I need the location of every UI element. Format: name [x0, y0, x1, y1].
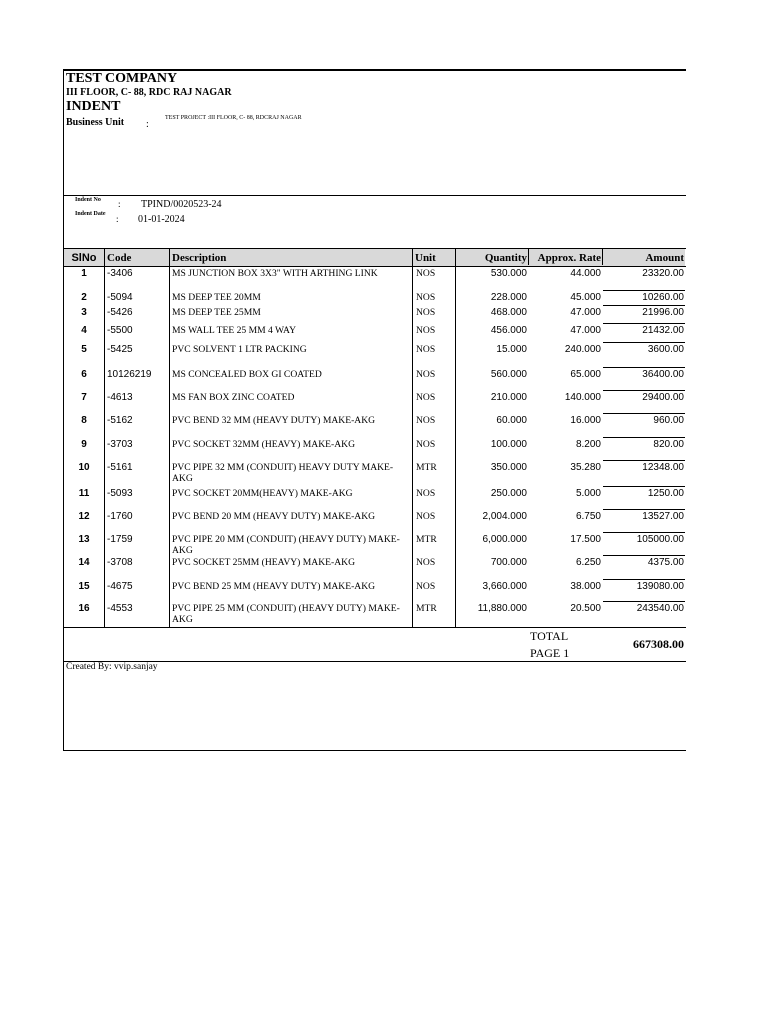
header-amount: Amount	[645, 252, 684, 264]
row-rate: 65.000	[570, 369, 601, 380]
row-amount: 10260.00	[642, 292, 684, 303]
row-amount: 29400.00	[642, 392, 684, 403]
row-slno: 10	[78, 462, 90, 473]
row-slno: 16	[78, 603, 90, 614]
indent-date-sep: :	[116, 214, 119, 224]
row-unit: NOS	[416, 415, 436, 426]
row-unit: NOS	[416, 325, 436, 336]
row-unit: NOS	[416, 344, 436, 355]
row-description: PVC BEND 25 MM (HEAVY DUTY) MAKE-AKG	[172, 581, 376, 592]
row-amount: 12348.00	[642, 462, 684, 473]
amount-cell-border	[603, 509, 685, 510]
row-code: -3406	[107, 268, 133, 279]
row-amount: 23320.00	[642, 268, 684, 279]
row-quantity: 210.000	[490, 392, 527, 403]
row-quantity: 11,880.000	[477, 603, 527, 614]
row-description: PVC BEND 20 MM (HEAVY DUTY) MAKE-AKG	[172, 511, 376, 522]
row-unit: NOS	[416, 439, 436, 450]
row-slno: 11	[78, 488, 90, 499]
row-unit: NOS	[416, 488, 436, 499]
amount-cell-border	[603, 579, 685, 580]
row-rate: 140.000	[564, 392, 601, 403]
row-rate: 44.000	[570, 268, 601, 279]
row-slno: 2	[81, 292, 87, 303]
amount-cell-border	[603, 290, 685, 291]
row-description: MS DEEP TEE 20MM	[172, 292, 261, 303]
row-slno: 14	[78, 557, 90, 568]
row-quantity: 350.000	[490, 462, 527, 473]
row-description: MS WALL TEE 25 MM 4 WAY	[172, 325, 297, 336]
amount-cell-border	[603, 390, 685, 391]
row-unit: NOS	[416, 557, 436, 568]
row-code: -4553	[107, 603, 133, 614]
row-rate: 17.500	[570, 534, 601, 545]
amount-cell-border	[603, 460, 685, 461]
row-description: PVC BEND 32 MM (HEAVY DUTY) MAKE-AKG	[172, 415, 376, 426]
row-slno: 1	[81, 268, 87, 279]
row-description: MS FAN BOX ZINC COATED	[172, 392, 295, 403]
row-amount: 21432.00	[642, 325, 684, 336]
row-code: -4675	[107, 581, 133, 592]
header-unit: Unit	[415, 252, 436, 264]
row-description: PVC PIPE 32 MM (CONDUIT) HEAVY DUTY MAKE-AKG	[172, 462, 394, 484]
row-quantity: 456.000	[490, 325, 527, 336]
amount-cell-border	[603, 305, 685, 306]
row-rate: 5.000	[575, 488, 601, 499]
amount-cell-border	[603, 342, 685, 343]
row-slno: 5	[81, 344, 87, 355]
header-description: Description	[172, 252, 227, 264]
header-slno: SlNo	[71, 252, 97, 264]
row-code: -3703	[107, 439, 133, 450]
page-label: PAGE 1	[530, 646, 570, 660]
row-quantity: 100.000	[490, 439, 527, 450]
row-rate: 47.000	[570, 307, 601, 318]
created-by: Created By: vvip.sanjay	[66, 662, 158, 672]
indent-date-label: Indent Date	[75, 211, 106, 217]
row-slno: 7	[81, 392, 87, 403]
indent-no-value: TPIND/0020523-24	[141, 199, 222, 210]
amount-cell-border	[603, 323, 685, 324]
row-amount: 820.00	[653, 439, 684, 450]
row-code: -5425	[107, 344, 133, 355]
amount-cell-border	[603, 437, 685, 438]
row-slno: 15	[78, 581, 90, 592]
row-quantity: 60.000	[496, 415, 527, 426]
business-unit-label: Business Unit	[66, 117, 125, 128]
row-unit: NOS	[416, 268, 436, 279]
row-description: MS CONCEALED BOX GI COATED	[172, 369, 322, 380]
amount-cell-border	[603, 532, 685, 533]
row-amount: 21996.00	[642, 307, 684, 318]
total-amount: 667308.00	[633, 637, 684, 651]
row-rate: 47.000	[570, 325, 601, 336]
row-amount: 105000.00	[636, 534, 684, 545]
row-unit: NOS	[416, 292, 436, 303]
row-amount: 960.00	[653, 415, 684, 426]
row-quantity: 700.000	[490, 557, 527, 568]
amount-cell-border	[603, 486, 685, 487]
row-code: -5093	[107, 488, 133, 499]
row-slno: 8	[81, 415, 87, 426]
row-description: PVC SOCKET 20MM(HEAVY) MAKE-AKG	[172, 488, 353, 499]
business-unit-sep: :	[146, 119, 149, 130]
row-amount: 4375.00	[647, 557, 684, 568]
amount-cell-border	[603, 367, 685, 368]
row-quantity: 250.000	[490, 488, 527, 499]
row-rate: 6.750	[575, 511, 601, 522]
amount-cell-border	[603, 601, 685, 602]
row-quantity: 228.000	[490, 292, 527, 303]
row-amount: 139080.00	[636, 581, 684, 592]
row-code: -5161	[107, 462, 133, 473]
indent-date-value: 01-01-2024	[138, 214, 185, 225]
header-quantity: Quantity	[484, 252, 527, 264]
row-code: -4613	[107, 392, 133, 403]
row-unit: MTR	[416, 534, 437, 545]
row-amount: 3600.00	[647, 344, 684, 355]
row-unit: NOS	[416, 307, 436, 318]
row-rate: 35.280	[570, 462, 601, 473]
row-code: -5500	[107, 325, 133, 336]
header-rate: Approx. Rate	[537, 252, 601, 264]
row-unit: NOS	[416, 392, 436, 403]
row-rate: 20.500	[570, 603, 601, 614]
amount-cell-border	[603, 413, 685, 414]
row-unit: NOS	[416, 369, 436, 380]
row-unit: MTR	[416, 603, 437, 614]
row-quantity: 6,000.000	[482, 534, 527, 545]
row-quantity: 3,660.000	[482, 581, 527, 592]
indent-no-sep: :	[118, 199, 121, 209]
row-quantity: 2,004.000	[482, 511, 527, 522]
row-code: -5162	[107, 415, 133, 426]
header-code: Code	[107, 252, 132, 264]
row-unit: NOS	[416, 511, 436, 522]
row-quantity: 560.000	[490, 369, 527, 380]
row-description: PVC PIPE 20 MM (CONDUIT) (HEAVY DUTY) MAKE-AKG	[172, 534, 400, 556]
row-rate: 45.000	[570, 292, 601, 303]
row-slno: 13	[78, 534, 90, 545]
row-slno: 6	[81, 369, 87, 380]
row-rate: 8.200	[575, 439, 601, 450]
row-rate: 6.250	[575, 557, 601, 568]
row-code: 10126219	[107, 369, 152, 380]
row-unit: MTR	[416, 462, 437, 473]
row-quantity: 15.000	[496, 344, 527, 355]
business-unit-value: TEST PROJECT :III FLOOR, C- 88, RDCRAJ NAGAR	[165, 115, 302, 121]
document-title: INDENT	[66, 99, 121, 114]
row-slno: 4	[81, 325, 87, 336]
row-description: PVC SOLVENT 1 LTR PACKING	[172, 344, 307, 355]
row-code: -3708	[107, 557, 133, 568]
company-name: TEST COMPANY	[66, 71, 178, 86]
amount-cell-border	[603, 266, 685, 267]
row-description: MS DEEP TEE 25MM	[172, 307, 261, 318]
row-slno: 3	[81, 307, 87, 318]
total-label: TOTAL	[530, 629, 569, 643]
row-description: PVC SOCKET 25MM (HEAVY) MAKE-AKG	[172, 557, 356, 568]
row-slno: 9	[81, 439, 87, 450]
row-rate: 38.000	[570, 581, 601, 592]
row-code: -5094	[107, 292, 133, 303]
row-description: MS JUNCTION BOX 3X3" WITH ARTHING LINK	[172, 268, 378, 279]
row-rate: 16.000	[570, 415, 601, 426]
row-rate: 240.000	[564, 344, 601, 355]
row-quantity: 530.000	[490, 268, 527, 279]
row-quantity: 468.000	[490, 307, 527, 318]
amount-cell-border	[603, 555, 685, 556]
row-amount: 243540.00	[636, 603, 684, 614]
row-description: PVC PIPE 25 MM (CONDUIT) (HEAVY DUTY) MAKE-AKG	[172, 603, 400, 625]
row-amount: 1250.00	[647, 488, 684, 499]
row-code: -1760	[107, 511, 133, 522]
row-description: PVC SOCKET 32MM (HEAVY) MAKE-AKG	[172, 439, 356, 450]
row-amount: 13527.00	[642, 511, 684, 522]
row-amount: 36400.00	[642, 369, 684, 380]
row-code: -1759	[107, 534, 133, 545]
company-address: III FLOOR, C- 88, RDC RAJ NAGAR	[66, 87, 232, 98]
indent-no-label: Indent No	[75, 197, 101, 203]
row-unit: NOS	[416, 581, 436, 592]
row-slno: 12	[78, 511, 90, 522]
row-code: -5426	[107, 307, 133, 318]
